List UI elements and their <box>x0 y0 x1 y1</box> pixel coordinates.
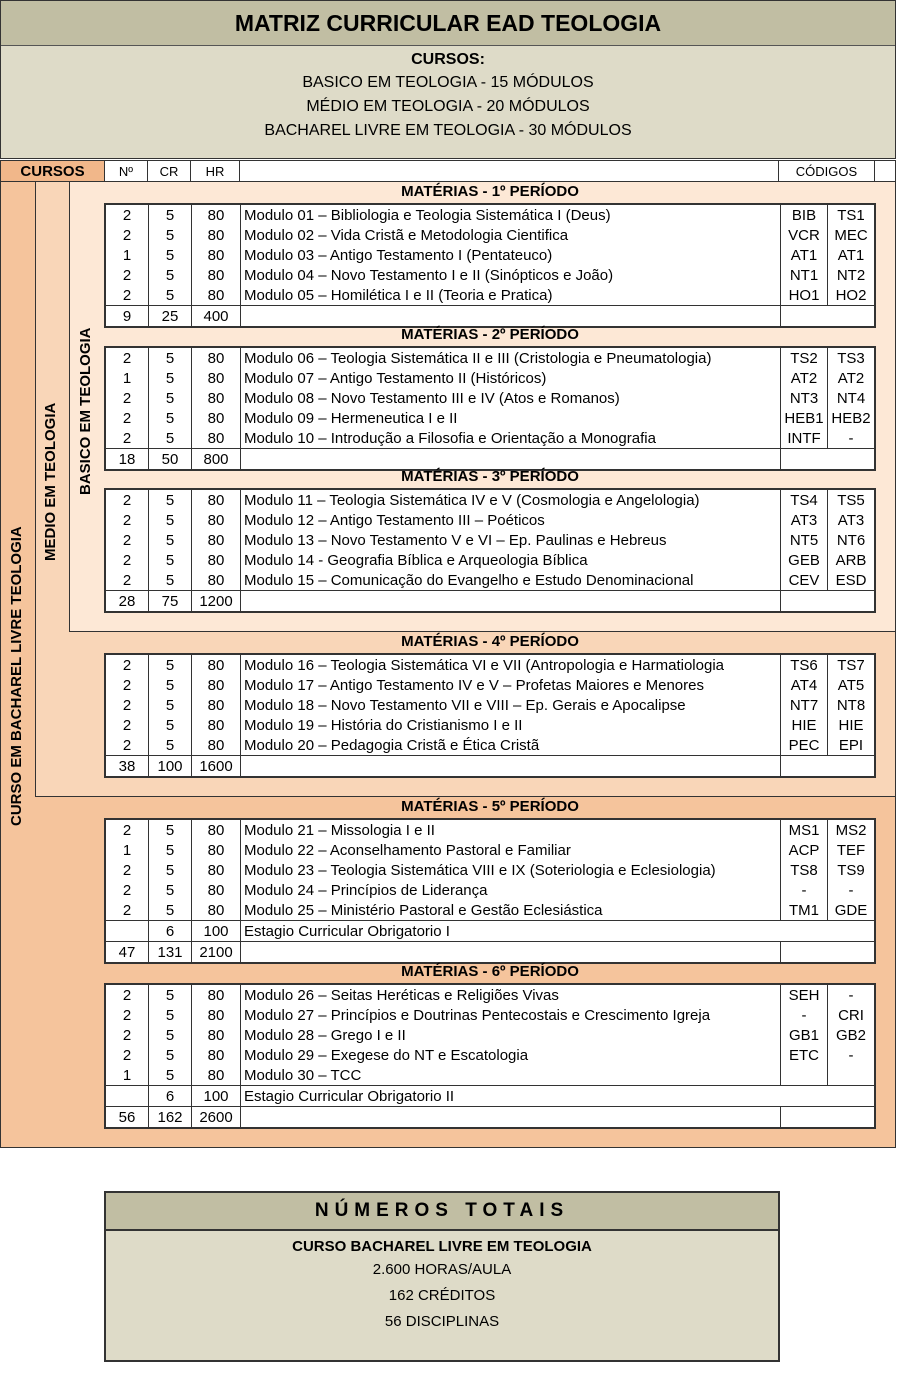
module-hours: 80 <box>192 204 241 225</box>
module-code-2: CRI <box>828 1005 876 1025</box>
col-hr: HR <box>191 161 240 181</box>
totals-hours: 2.600 HORAS/AULA <box>372 1261 512 1278</box>
module-row <box>105 735 875 756</box>
module-code-2: AT2 <box>828 368 876 388</box>
module-count: 2 <box>105 510 149 530</box>
module-credits: 5 <box>149 900 192 921</box>
module-count: 2 <box>105 225 149 245</box>
total-count: 9 <box>105 306 149 328</box>
total-row <box>105 306 875 328</box>
module-credits: 5 <box>149 428 192 449</box>
module-code-2: NT8 <box>828 695 876 715</box>
totals-course: CURSO BACHAREL LIVRE EM TEOLOGIA <box>292 1238 592 1255</box>
col-cursos: CURSOS <box>1 161 105 181</box>
module-hours: 80 <box>192 510 241 530</box>
total-code-blank <box>781 591 876 613</box>
module-credits: 5 <box>149 715 192 735</box>
module-code-1: NT5 <box>781 530 828 550</box>
total-count: 28 <box>105 591 149 613</box>
module-name: Modulo 04 – Novo Testamento I e II (Sinópticos e João) <box>241 265 781 285</box>
period-title: MATÉRIAS - 3º PERÍODO <box>401 468 579 485</box>
total-credits: 100 <box>149 756 192 778</box>
period-table <box>104 346 876 471</box>
module-code-1: TS8 <box>781 860 828 880</box>
period-table <box>104 983 876 1129</box>
module-name: Modulo 30 – TCC <box>241 1065 781 1086</box>
module-code-2: TS7 <box>828 654 876 675</box>
stage-count <box>105 1086 149 1107</box>
module-row <box>105 285 875 306</box>
module-hours: 80 <box>192 388 241 408</box>
module-code-1: SEH <box>781 984 828 1005</box>
module-code-1: AT3 <box>781 510 828 530</box>
module-row <box>105 489 875 510</box>
module-code-2: AT3 <box>828 510 876 530</box>
module-code-1: BIB <box>781 204 828 225</box>
stage-credits: 6 <box>149 921 192 942</box>
stage-row <box>105 1086 875 1107</box>
total-credits: 50 <box>149 449 192 471</box>
module-hours: 80 <box>192 984 241 1005</box>
module-credits: 5 <box>149 388 192 408</box>
module-code-2: AT1 <box>828 245 876 265</box>
module-credits: 5 <box>149 347 192 368</box>
stage-name: Estagio Curricular Obrigatorio II <box>241 1086 876 1107</box>
module-hours: 80 <box>192 408 241 428</box>
total-blank <box>241 591 781 613</box>
period-title: MATÉRIAS - 2º PERÍODO <box>401 326 579 343</box>
module-count: 2 <box>105 900 149 921</box>
module-row <box>105 654 875 675</box>
module-code-2: - <box>828 1045 876 1065</box>
module-row <box>105 368 875 388</box>
module-row <box>105 550 875 570</box>
totals-disciplines: 56 DISCIPLINAS <box>384 1313 500 1330</box>
module-credits: 5 <box>149 570 192 591</box>
total-code-blank <box>781 756 876 778</box>
module-code-1: ACP <box>781 840 828 860</box>
module-code-2: - <box>828 428 876 449</box>
total-credits: 75 <box>149 591 192 613</box>
module-row <box>105 1005 875 1025</box>
module-row <box>105 840 875 860</box>
module-code-1: HEB1 <box>781 408 828 428</box>
module-row <box>105 245 875 265</box>
module-name: Modulo 09 – Hermeneutica I e II <box>241 408 781 428</box>
module-count: 2 <box>105 695 149 715</box>
module-code-2: GDE <box>828 900 876 921</box>
module-code-2: NT4 <box>828 388 876 408</box>
module-credits: 5 <box>149 984 192 1005</box>
module-code-1: HIE <box>781 715 828 735</box>
module-code-2: ESD <box>828 570 876 591</box>
total-count: 56 <box>105 1107 149 1129</box>
module-name: Modulo 11 – Teologia Sistemática IV e V (Cosmologia e Angelologia) <box>241 489 781 510</box>
module-row <box>105 428 875 449</box>
module-code-2: TEF <box>828 840 876 860</box>
module-row <box>105 819 875 840</box>
module-name: Modulo 20 – Pedagogia Cristã e Ética Cristã <box>241 735 781 756</box>
module-hours: 80 <box>192 735 241 756</box>
module-credits: 5 <box>149 1065 192 1086</box>
module-code-1: INTF <box>781 428 828 449</box>
module-row <box>105 900 875 921</box>
stage-row <box>105 921 875 942</box>
module-credits: 5 <box>149 735 192 756</box>
module-code-1: ETC <box>781 1045 828 1065</box>
module-hours: 80 <box>192 530 241 550</box>
module-name: Modulo 26 – Seitas Heréticas e Religiões Vivas <box>241 984 781 1005</box>
module-hours: 80 <box>192 1045 241 1065</box>
module-hours: 80 <box>192 550 241 570</box>
module-hours: 80 <box>192 654 241 675</box>
total-hours: 800 <box>192 449 241 471</box>
module-row <box>105 388 875 408</box>
module-count: 1 <box>105 368 149 388</box>
total-hours: 1200 <box>192 591 241 613</box>
module-name: Modulo 15 – Comunicação do Evangelho e Estudo Denominacional <box>241 570 781 591</box>
module-code-2: TS9 <box>828 860 876 880</box>
module-credits: 5 <box>149 675 192 695</box>
module-code-2: - <box>828 984 876 1005</box>
module-credits: 5 <box>149 1025 192 1045</box>
module-row <box>105 530 875 550</box>
module-credits: 5 <box>149 225 192 245</box>
module-name: Modulo 12 – Antigo Testamento III – Poéticos <box>241 510 781 530</box>
module-code-1: HO1 <box>781 285 828 306</box>
total-row <box>105 756 875 778</box>
column-header-bar <box>0 160 896 182</box>
module-hours: 80 <box>192 900 241 921</box>
col-n: Nº <box>105 161 148 181</box>
period-title: MATÉRIAS - 6º PERÍODO <box>401 963 579 980</box>
bacharel-label: CURSO EM BACHAREL LIVRE TEOLOGIA <box>8 526 25 826</box>
col-codigos: CÓDIGOS <box>779 161 875 181</box>
module-code-1: NT1 <box>781 265 828 285</box>
total-count: 38 <box>105 756 149 778</box>
module-hours: 80 <box>192 1005 241 1025</box>
module-count: 2 <box>105 204 149 225</box>
module-code-1: PEC <box>781 735 828 756</box>
module-credits: 5 <box>149 654 192 675</box>
module-name: Modulo 29 – Exegese do NT e Escatologia <box>241 1045 781 1065</box>
module-code-2: GB2 <box>828 1025 876 1045</box>
module-code-2: NT6 <box>828 530 876 550</box>
module-code-2: EPI <box>828 735 876 756</box>
module-name: Modulo 14 - Geografia Bíblica e Arqueologia Bíblica <box>241 550 781 570</box>
module-row <box>105 1065 875 1086</box>
stage-hours: 100 <box>192 1086 241 1107</box>
module-name: Modulo 02 – Vida Cristã e Metodologia Cientifica <box>241 225 781 245</box>
period-title: MATÉRIAS - 4º PERÍODO <box>401 633 579 650</box>
total-hours: 1600 <box>192 756 241 778</box>
courses-label: CURSOS: <box>411 51 485 68</box>
module-code-2 <box>828 1065 876 1086</box>
module-credits: 5 <box>149 510 192 530</box>
total-credits: 162 <box>149 1107 192 1129</box>
module-row <box>105 715 875 735</box>
stage-credits: 6 <box>149 1086 192 1107</box>
module-hours: 80 <box>192 1065 241 1086</box>
module-count: 2 <box>105 570 149 591</box>
medio-label: MEDIO EM TEOLOGIA <box>42 402 59 561</box>
module-credits: 5 <box>149 840 192 860</box>
module-code-2: ARB <box>828 550 876 570</box>
module-name: Modulo 22 – Aconselhamento Pastoral e Familiar <box>241 840 781 860</box>
module-name: Modulo 16 – Teologia Sistemática VI e VII (Antropologia e Harmatiologia <box>241 654 781 675</box>
course-line: BACHAREL LIVRE EM TEOLOGIA - 30 MÓDULOS <box>264 122 632 139</box>
module-row <box>105 570 875 591</box>
module-name: Modulo 01 – Bibliologia e Teologia Sistemática I (Deus) <box>241 204 781 225</box>
module-count: 2 <box>105 428 149 449</box>
module-credits: 5 <box>149 204 192 225</box>
module-hours: 80 <box>192 265 241 285</box>
module-count: 1 <box>105 245 149 265</box>
module-count: 2 <box>105 675 149 695</box>
module-hours: 80 <box>192 570 241 591</box>
module-code-2: TS3 <box>828 347 876 368</box>
module-row <box>105 347 875 368</box>
module-name: Modulo 27 – Princípios e Doutrinas Pentecostais e Crescimento Igreja <box>241 1005 781 1025</box>
module-hours: 80 <box>192 695 241 715</box>
module-name: Modulo 28 – Grego I e II <box>241 1025 781 1045</box>
module-name: Modulo 03 – Antigo Testamento I (Pentateuco) <box>241 245 781 265</box>
module-code-1: NT3 <box>781 388 828 408</box>
module-count: 2 <box>105 984 149 1005</box>
course-list <box>1 71 895 143</box>
period-title: MATÉRIAS - 5º PERÍODO <box>401 798 579 815</box>
total-count: 47 <box>105 942 149 964</box>
module-credits: 5 <box>149 530 192 550</box>
stage-hours: 100 <box>192 921 241 942</box>
col-cr: CR <box>148 161 191 181</box>
module-credits: 5 <box>149 1045 192 1065</box>
module-count: 2 <box>105 408 149 428</box>
module-row <box>105 984 875 1005</box>
module-count: 2 <box>105 285 149 306</box>
module-count: 2 <box>105 735 149 756</box>
module-credits: 5 <box>149 489 192 510</box>
module-count: 2 <box>105 347 149 368</box>
header-panel <box>0 0 896 159</box>
module-row <box>105 675 875 695</box>
total-count: 18 <box>105 449 149 471</box>
module-count: 2 <box>105 550 149 570</box>
totals-panel <box>104 1191 780 1362</box>
module-count: 2 <box>105 1025 149 1045</box>
total-hours: 2600 <box>192 1107 241 1129</box>
page-title: MATRIZ CURRICULAR EAD TEOLOGIA <box>1 1 895 46</box>
module-count: 2 <box>105 1045 149 1065</box>
total-row <box>105 591 875 613</box>
module-credits: 5 <box>149 1005 192 1025</box>
module-count: 2 <box>105 880 149 900</box>
module-count: 2 <box>105 819 149 840</box>
module-credits: 5 <box>149 550 192 570</box>
period-table <box>104 818 876 964</box>
total-credits: 25 <box>149 306 192 328</box>
module-row <box>105 265 875 285</box>
module-code-1 <box>781 1065 828 1086</box>
course-line: BASICO EM TEOLOGIA - 15 MÓDULOS <box>302 74 594 91</box>
stage-name: Estagio Curricular Obrigatorio I <box>241 921 876 942</box>
total-blank <box>241 942 781 964</box>
module-count: 2 <box>105 860 149 880</box>
module-name: Modulo 08 – Novo Testamento III e IV (Atos e Romanos) <box>241 388 781 408</box>
module-name: Modulo 13 – Novo Testamento V e VI – Ep. Paulinas e Hebreus <box>241 530 781 550</box>
module-code-2: HIE <box>828 715 876 735</box>
module-code-2: AT5 <box>828 675 876 695</box>
total-row <box>105 942 875 964</box>
module-code-1: - <box>781 880 828 900</box>
period-table <box>104 203 876 328</box>
module-code-1: - <box>781 1005 828 1025</box>
module-code-1: TM1 <box>781 900 828 921</box>
module-count: 2 <box>105 489 149 510</box>
module-hours: 80 <box>192 489 241 510</box>
module-count: 1 <box>105 840 149 860</box>
module-hours: 80 <box>192 428 241 449</box>
module-code-1: TS2 <box>781 347 828 368</box>
module-count: 2 <box>105 715 149 735</box>
module-credits: 5 <box>149 408 192 428</box>
module-hours: 80 <box>192 840 241 860</box>
module-code-1: VCR <box>781 225 828 245</box>
total-blank <box>241 306 781 328</box>
total-code-blank <box>781 1107 876 1129</box>
module-code-1: TS6 <box>781 654 828 675</box>
module-credits: 5 <box>149 265 192 285</box>
module-row <box>105 1045 875 1065</box>
module-name: Modulo 25 – Ministério Pastoral e Gestão Eclesiástica <box>241 900 781 921</box>
total-row <box>105 1107 875 1129</box>
col-blank <box>240 161 779 181</box>
module-hours: 80 <box>192 347 241 368</box>
total-code-blank <box>781 942 876 964</box>
module-code-2: - <box>828 880 876 900</box>
module-code-2: HEB2 <box>828 408 876 428</box>
module-code-2: MEC <box>828 225 876 245</box>
module-hours: 80 <box>192 368 241 388</box>
module-code-1: GB1 <box>781 1025 828 1045</box>
module-code-1: MS1 <box>781 819 828 840</box>
module-hours: 80 <box>192 675 241 695</box>
module-credits: 5 <box>149 285 192 306</box>
module-credits: 5 <box>149 368 192 388</box>
total-hours: 2100 <box>192 942 241 964</box>
module-hours: 80 <box>192 245 241 265</box>
module-row <box>105 204 875 225</box>
module-code-1: TS4 <box>781 489 828 510</box>
totals-title: NÚMEROS TOTAIS <box>106 1193 778 1231</box>
module-hours: 80 <box>192 880 241 900</box>
module-row <box>105 1025 875 1045</box>
total-code-blank <box>781 306 876 328</box>
module-code-2: TS1 <box>828 204 876 225</box>
module-count: 2 <box>105 388 149 408</box>
period-table <box>104 488 876 613</box>
module-hours: 80 <box>192 1025 241 1045</box>
module-row <box>105 408 875 428</box>
module-credits: 5 <box>149 245 192 265</box>
module-code-1: CEV <box>781 570 828 591</box>
module-code-2: HO2 <box>828 285 876 306</box>
total-blank <box>241 1107 781 1129</box>
module-count: 1 <box>105 1065 149 1086</box>
module-code-1: AT4 <box>781 675 828 695</box>
total-credits: 131 <box>149 942 192 964</box>
module-name: Modulo 21 – Missologia I e II <box>241 819 781 840</box>
module-code-1: AT1 <box>781 245 828 265</box>
totals-credits: 162 CRÉDITOS <box>388 1287 496 1304</box>
module-count: 2 <box>105 1005 149 1025</box>
module-hours: 80 <box>192 860 241 880</box>
module-code-2: TS5 <box>828 489 876 510</box>
module-count: 2 <box>105 654 149 675</box>
module-name: Modulo 19 – História do Cristianismo I e II <box>241 715 781 735</box>
module-code-1: AT2 <box>781 368 828 388</box>
module-name: Modulo 05 – Homilética I e II (Teoria e Pratica) <box>241 285 781 306</box>
module-name: Modulo 10 – Introdução a Filosofia e Orientação a Monografia <box>241 428 781 449</box>
module-name: Modulo 06 – Teologia Sistemática II e III (Cristologia e Pneumatologia) <box>241 347 781 368</box>
module-name: Modulo 07 – Antigo Testamento II (Históricos) <box>241 368 781 388</box>
module-name: Modulo 18 – Novo Testamento VII e VIII – Ep. Gerais e Apocalipse <box>241 695 781 715</box>
total-hours: 400 <box>192 306 241 328</box>
total-blank <box>241 756 781 778</box>
stage-count <box>105 921 149 942</box>
module-hours: 80 <box>192 819 241 840</box>
module-code-1: GEB <box>781 550 828 570</box>
module-code-2: MS2 <box>828 819 876 840</box>
module-count: 2 <box>105 265 149 285</box>
module-count: 2 <box>105 530 149 550</box>
module-credits: 5 <box>149 880 192 900</box>
module-credits: 5 <box>149 695 192 715</box>
module-name: Modulo 17 – Antigo Testamento IV e V – Profetas Maiores e Menores <box>241 675 781 695</box>
module-name: Modulo 23 – Teologia Sistemática VIII e IX (Soteriologia e Eclesiologia) <box>241 860 781 880</box>
module-name: Modulo 24 – Princípios de Liderança <box>241 880 781 900</box>
module-row <box>105 860 875 880</box>
module-row <box>105 225 875 245</box>
module-hours: 80 <box>192 715 241 735</box>
module-hours: 80 <box>192 225 241 245</box>
module-code-1: NT7 <box>781 695 828 715</box>
module-row <box>105 695 875 715</box>
course-line: MÉDIO EM TEOLOGIA - 20 MÓDULOS <box>306 98 590 115</box>
period-table <box>104 653 876 778</box>
module-credits: 5 <box>149 860 192 880</box>
module-credits: 5 <box>149 819 192 840</box>
module-row <box>105 880 875 900</box>
period-title: MATÉRIAS - 1º PERÍODO <box>401 183 579 200</box>
module-hours: 80 <box>192 285 241 306</box>
module-row <box>105 510 875 530</box>
basico-label: BASICO EM TEOLOGIA <box>77 327 94 495</box>
module-code-2: NT2 <box>828 265 876 285</box>
